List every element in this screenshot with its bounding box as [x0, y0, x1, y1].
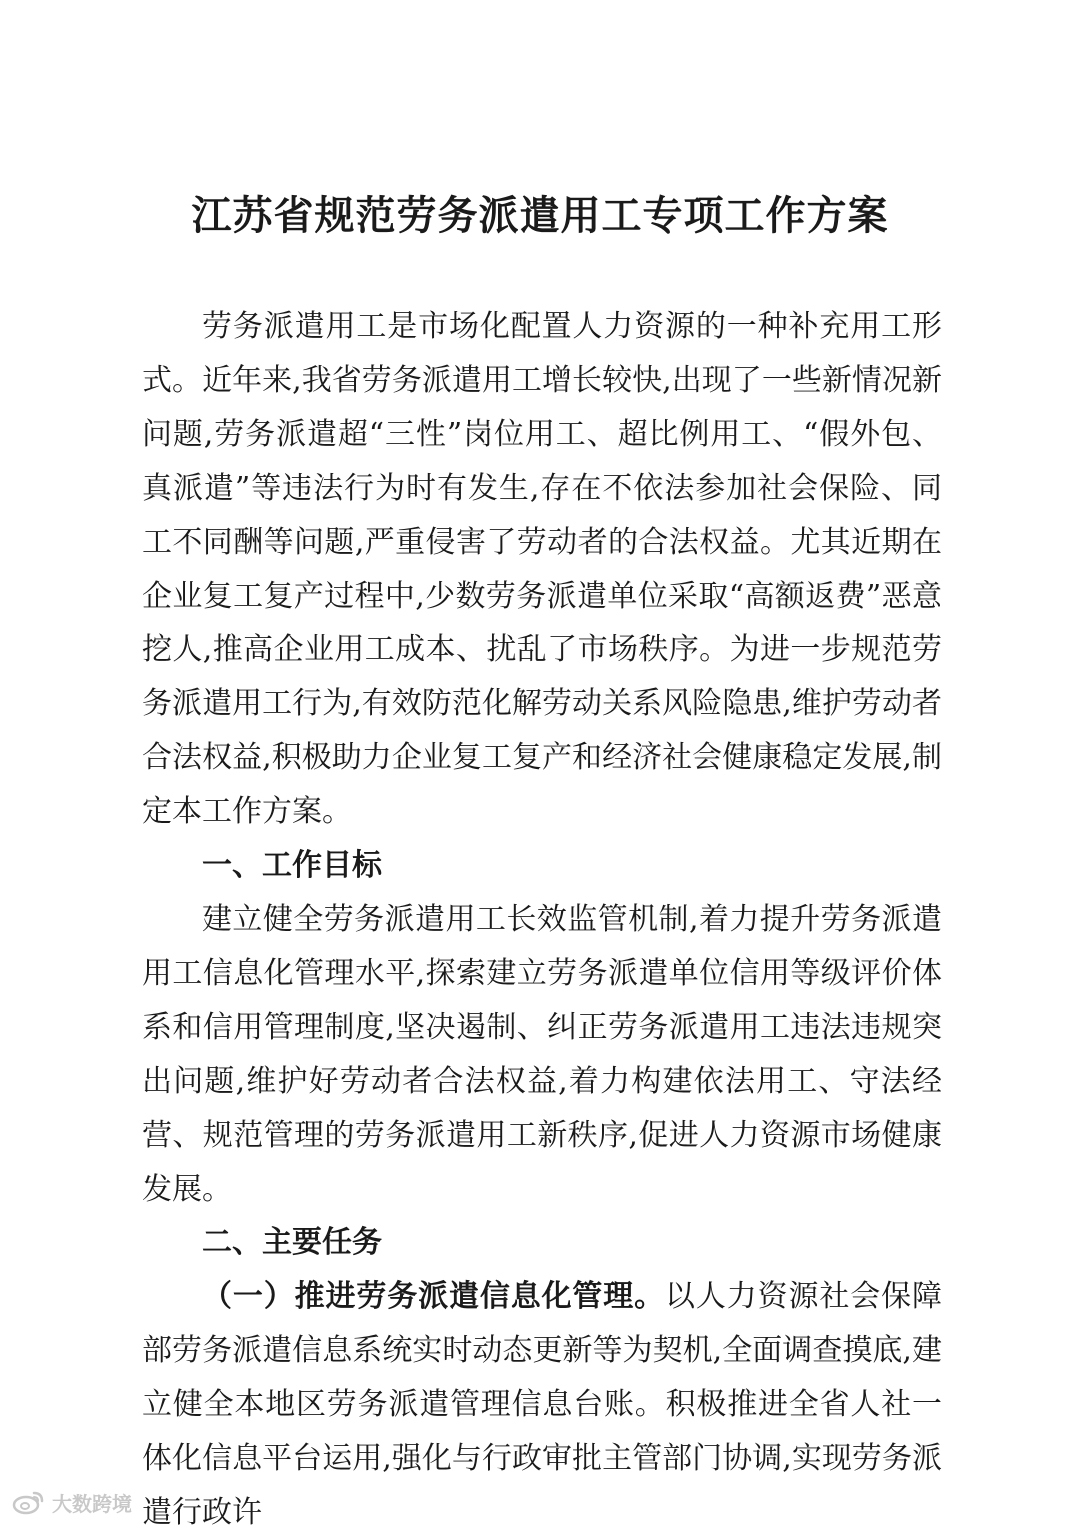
goals-paragraph: 建立健全劳务派遣用工长效监管机制,着力提升劳务派遣用工信息化管理水平,探索建立劳务派遣单位信用等级评价体系和信用管理制度,坚决遏制、纠正劳务派遣用工违法违规突出问题,维护好劳动者合法权益,着力构建依法用工、守法经营、规范管理的劳务派遣用工新秩序,促进人力资源市场健康发展。 — [142, 901, 942, 1207]
task-item-1 — [142, 1270, 942, 1540]
task-item-1-text: 以人力资源社会保障部劳务派遣信息系统实时动态更新等为契机,全面调查摸底,建立健全本地区劳务派遣管理信息台账。积极推进全省人社一体化信息平台运用,强化与行政审批主管部门协调,实现劳务派遣行政许 — [142, 1279, 943, 1530]
document-body — [142, 300, 942, 1540]
section-heading-goals: 一、工作目标 — [202, 848, 382, 884]
section-heading-tasks: 二、主要任务 — [202, 1225, 382, 1261]
task-item-1-title: （一）推进劳务派遣信息化管理。 — [202, 1279, 666, 1315]
intro-paragraph: 劳务派遣用工是市场化配置人力资源的一种补充用工形式。近年来,我省劳务派遣用工增长较快,出现了一些新情况新问题,劳务派遣超“三性”岗位用工、超比例用工、“假外包、真派遣”等违法行为时有发生,存在不依法参加社会保险、同工不同酬等问题,严重侵害了劳动者的合法权益。尤其近期在企业复工复产过程中,少数劳务派遣单位采取“高额返费”恶意挖人,推高企业用工成本、扰乱了市场秩序。为进一步规范劳务派遣用工行为,有效防范化解劳动关系风险隐患,维护劳动者合法权益,积极助力企业复工复产和经济社会健康稳定发展,制定本工作方案。 — [142, 309, 942, 830]
watermark — [12, 1487, 132, 1517]
weibo-logo-icon — [12, 1489, 46, 1515]
document-title: 江苏省规范劳务派遣用工专项工作方案 — [191, 192, 889, 239]
watermark-text: 大数跨境 — [52, 1491, 132, 1516]
